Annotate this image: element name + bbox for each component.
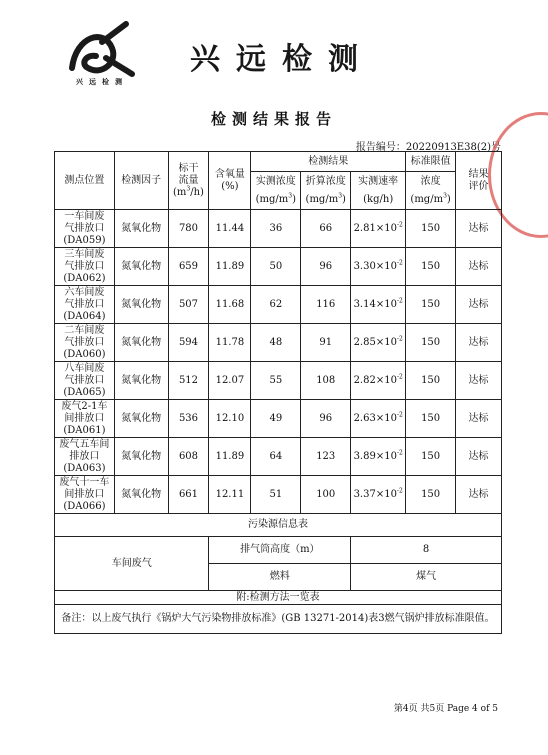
cell-measured: 50 xyxy=(251,248,301,286)
table-row xyxy=(55,476,502,514)
header-oxygen xyxy=(209,152,251,210)
cell-oxygen: 11.89 xyxy=(209,438,251,476)
cell-flow: 780 xyxy=(168,210,209,248)
cell-limit: 150 xyxy=(406,248,456,286)
cell-rate: $3.89\times 10^{-2}$ xyxy=(351,438,406,476)
cell-limit: 150 xyxy=(406,476,456,514)
cell-limit: 150 xyxy=(406,362,456,400)
cell-factor: 氮氧化物 xyxy=(114,476,168,514)
cell-converted: 66 xyxy=(301,210,351,248)
header-position: 测点位置 xyxy=(55,152,115,210)
cell-factor: 氮氧化物 xyxy=(114,286,168,324)
cell-measured: 48 xyxy=(251,324,301,362)
table-row xyxy=(55,438,502,476)
cell-measured: 55 xyxy=(251,362,301,400)
cell-eval: 达标 xyxy=(456,210,502,248)
header-eval: 结果评价 xyxy=(456,152,502,210)
cell-position: 一车间废 气排放口 (DA059) xyxy=(55,210,115,248)
cell-position: 三车间废 气排放口 (DA062) xyxy=(55,248,115,286)
stack-height-label: 排气筒高度（m） xyxy=(209,537,351,564)
page-footer: 第4页 共5页 Page 4 of 5 xyxy=(393,704,498,714)
cell-flow: 536 xyxy=(168,400,209,438)
cell-oxygen: 12.11 xyxy=(209,476,251,514)
cell-rate: $3.14\times 10^{-2}$ xyxy=(351,286,406,324)
header-results: 检测结果 xyxy=(251,152,406,172)
cell-flow: 659 xyxy=(168,248,209,286)
cell-factor: 氮氧化物 xyxy=(114,210,168,248)
results-table xyxy=(54,151,502,634)
stack-height-value: 8 xyxy=(351,537,502,564)
cell-flow: 608 xyxy=(168,438,209,476)
cell-converted: 116 xyxy=(301,286,351,324)
cell-factor: 氮氧化物 xyxy=(114,362,168,400)
cell-converted: 91 xyxy=(301,324,351,362)
table-row xyxy=(55,362,502,400)
remark: 备注：以上废气执行《锅炉大气污染物排放标准》(GB 13271-2014)表3燃气锅炉排放标准限值。 xyxy=(55,605,502,634)
cell-flow: 594 xyxy=(168,324,209,362)
cell-eval: 达标 xyxy=(456,248,502,286)
source-table-title: 污染源信息表 xyxy=(55,514,502,537)
header-flow-unit: $(m^3/h)$ xyxy=(173,185,204,198)
cell-eval: 达标 xyxy=(456,438,502,476)
cell-flow: 661 xyxy=(168,476,209,514)
report-title: 检测结果报告 xyxy=(210,110,337,128)
cell-converted: 96 xyxy=(301,400,351,438)
cell-factor: 氮氧化物 xyxy=(114,400,168,438)
cell-limit: 150 xyxy=(406,400,456,438)
cell-position: 废气2-1车 间排放口 (DA061) xyxy=(55,400,115,438)
table-row xyxy=(55,210,502,248)
report-number: 报告编号：20220913E38(2)号 xyxy=(355,142,501,153)
header-oxygen-label: 含氧量 xyxy=(214,168,245,180)
cell-eval: 达标 xyxy=(456,400,502,438)
header-measured: 实测浓度 $(mg/m^3)$ xyxy=(251,172,301,210)
header-oxygen-unit: (%) xyxy=(221,180,239,192)
header-conc: 浓度 $(mg/m^3)$ xyxy=(406,172,456,210)
cell-oxygen: 11.68 xyxy=(209,286,251,324)
method-list-label: 附:检测方法一览表 xyxy=(55,591,502,605)
cell-limit: 150 xyxy=(406,438,456,476)
header-rate: 实测速率 (kg/h) xyxy=(351,172,406,210)
logo-caption: 兴远检测 xyxy=(76,77,128,86)
cell-oxygen: 11.44 xyxy=(209,210,251,248)
cell-rate: $2.85\times 10^{-2}$ xyxy=(351,324,406,362)
cell-eval: 达标 xyxy=(456,324,502,362)
cell-measured: 51 xyxy=(251,476,301,514)
cell-factor: 氮氧化物 xyxy=(114,324,168,362)
cell-oxygen: 11.89 xyxy=(209,248,251,286)
cell-position: 二车间废 气排放口 (DA060) xyxy=(55,324,115,362)
table-row xyxy=(55,248,502,286)
cell-eval: 达标 xyxy=(456,362,502,400)
cell-limit: 150 xyxy=(406,210,456,248)
company-name: 兴远检测 xyxy=(190,42,374,77)
cell-oxygen: 11.78 xyxy=(209,324,251,362)
cell-measured: 49 xyxy=(251,400,301,438)
cell-measured: 64 xyxy=(251,438,301,476)
cell-rate: $2.82\times 10^{-2}$ xyxy=(351,362,406,400)
cell-factor: 氮氧化物 xyxy=(114,248,168,286)
cell-measured: 62 xyxy=(251,286,301,324)
header-factor: 检测因子 xyxy=(114,152,168,210)
cell-converted: 108 xyxy=(301,362,351,400)
header-flow xyxy=(168,152,209,210)
table-row xyxy=(55,400,502,438)
cell-position: 八车间废 气排放口 (DA065) xyxy=(55,362,115,400)
table-row xyxy=(55,324,502,362)
cell-position: 废气十一车 间排放口 (DA066) xyxy=(55,476,115,514)
cell-limit: 150 xyxy=(406,286,456,324)
cell-oxygen: 12.07 xyxy=(209,362,251,400)
cell-eval: 达标 xyxy=(456,476,502,514)
table-row xyxy=(55,286,502,324)
header-limit: 标准限值 xyxy=(406,152,456,172)
fuel-value: 煤气 xyxy=(351,564,502,591)
cell-converted: 96 xyxy=(301,248,351,286)
source-name: 车间废气 xyxy=(55,537,209,591)
cell-rate: $2.81\times 10^{-2}$ xyxy=(351,210,406,248)
cell-position: 六车间废 气排放口 (DA064) xyxy=(55,286,115,324)
cell-rate: $3.30\times 10^{-2}$ xyxy=(351,248,406,286)
cell-rate: $3.37\times 10^{-2}$ xyxy=(351,476,406,514)
header-flow-label: 标干流量 xyxy=(178,162,199,186)
cell-converted: 100 xyxy=(301,476,351,514)
cell-rate: $2.63\times 10^{-2}$ xyxy=(351,400,406,438)
cell-converted: 123 xyxy=(301,438,351,476)
cell-factor: 氮氧化物 xyxy=(114,438,168,476)
cell-limit: 150 xyxy=(406,324,456,362)
fuel-label: 燃料 xyxy=(209,564,351,591)
header-converted: 折算浓度 $(mg/m^3)$ xyxy=(301,172,351,210)
cell-flow: 512 xyxy=(168,362,209,400)
cell-position: 废气五车间 排放口 (DA063) xyxy=(55,438,115,476)
cell-measured: 36 xyxy=(251,210,301,248)
cell-flow: 507 xyxy=(168,286,209,324)
cell-eval: 达标 xyxy=(456,286,502,324)
cell-oxygen: 12.10 xyxy=(209,400,251,438)
